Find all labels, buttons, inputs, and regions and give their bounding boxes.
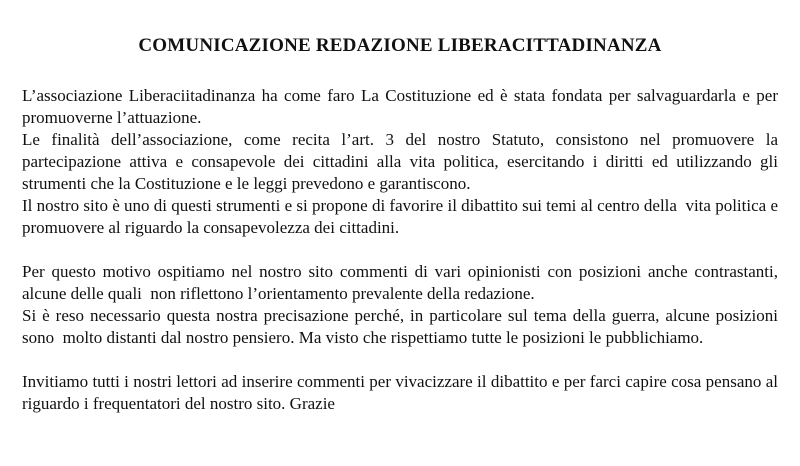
paragraph-reader-invitation: Invitiamo tutti i nostri lettori ad inserire commenti per vivacizzare il dibattito e per farci capire cosa pensano al riguardo i frequentatori del nostro sito. Grazie (22, 372, 783, 413)
paragraph-statute-goals: Le finalità dell’associazione, come recita l’art. 3 del nostro Statuto, consistono nel promuovere la partecipazione attiva e consapevole dei cittadini alla vita politica, esercitando i diritti ed utilizzando gli strumenti che la Costituzione e le leggi prevedono e garantiscono. (22, 130, 783, 193)
paragraph-opinion-diversity: Per questo motivo ospitiamo nel nostro sito commenti di vari opinionisti con posizioni anche contrastanti, alcune delle quali non riflettono l’orientamento prevalente della redazione. (22, 262, 783, 303)
paragraph-block-editorial-note (22, 261, 783, 349)
paragraph-clarification-war: Si è reso necessario questa nostra precisazione perché, in particolare sul tema della guerra, alcune posizioni sono molto distanti dal nostro pensiero. Ma visto che rispettiamo tutte le posizioni le pubblichiamo. (22, 306, 783, 347)
document-title: COMUNICAZIONE REDAZIONE LIBERACITTADINANZA (138, 35, 662, 56)
paragraph-block-invitation (22, 371, 783, 415)
paragraph-association-mission: L’associazione Liberaciitadinanza ha come faro La Costituzione ed è stata fondata per salvaguardarla e per promuoverne l’attuazione. (22, 86, 783, 127)
paragraph-block-intro (22, 85, 783, 239)
paragraph-site-purpose: Il nostro sito è uno di questi strumenti e si propone di favorire il dibattito sui temi al centro della vita politica e promuovere al riguardo la consapevolezza dei cittadini. (22, 196, 783, 237)
